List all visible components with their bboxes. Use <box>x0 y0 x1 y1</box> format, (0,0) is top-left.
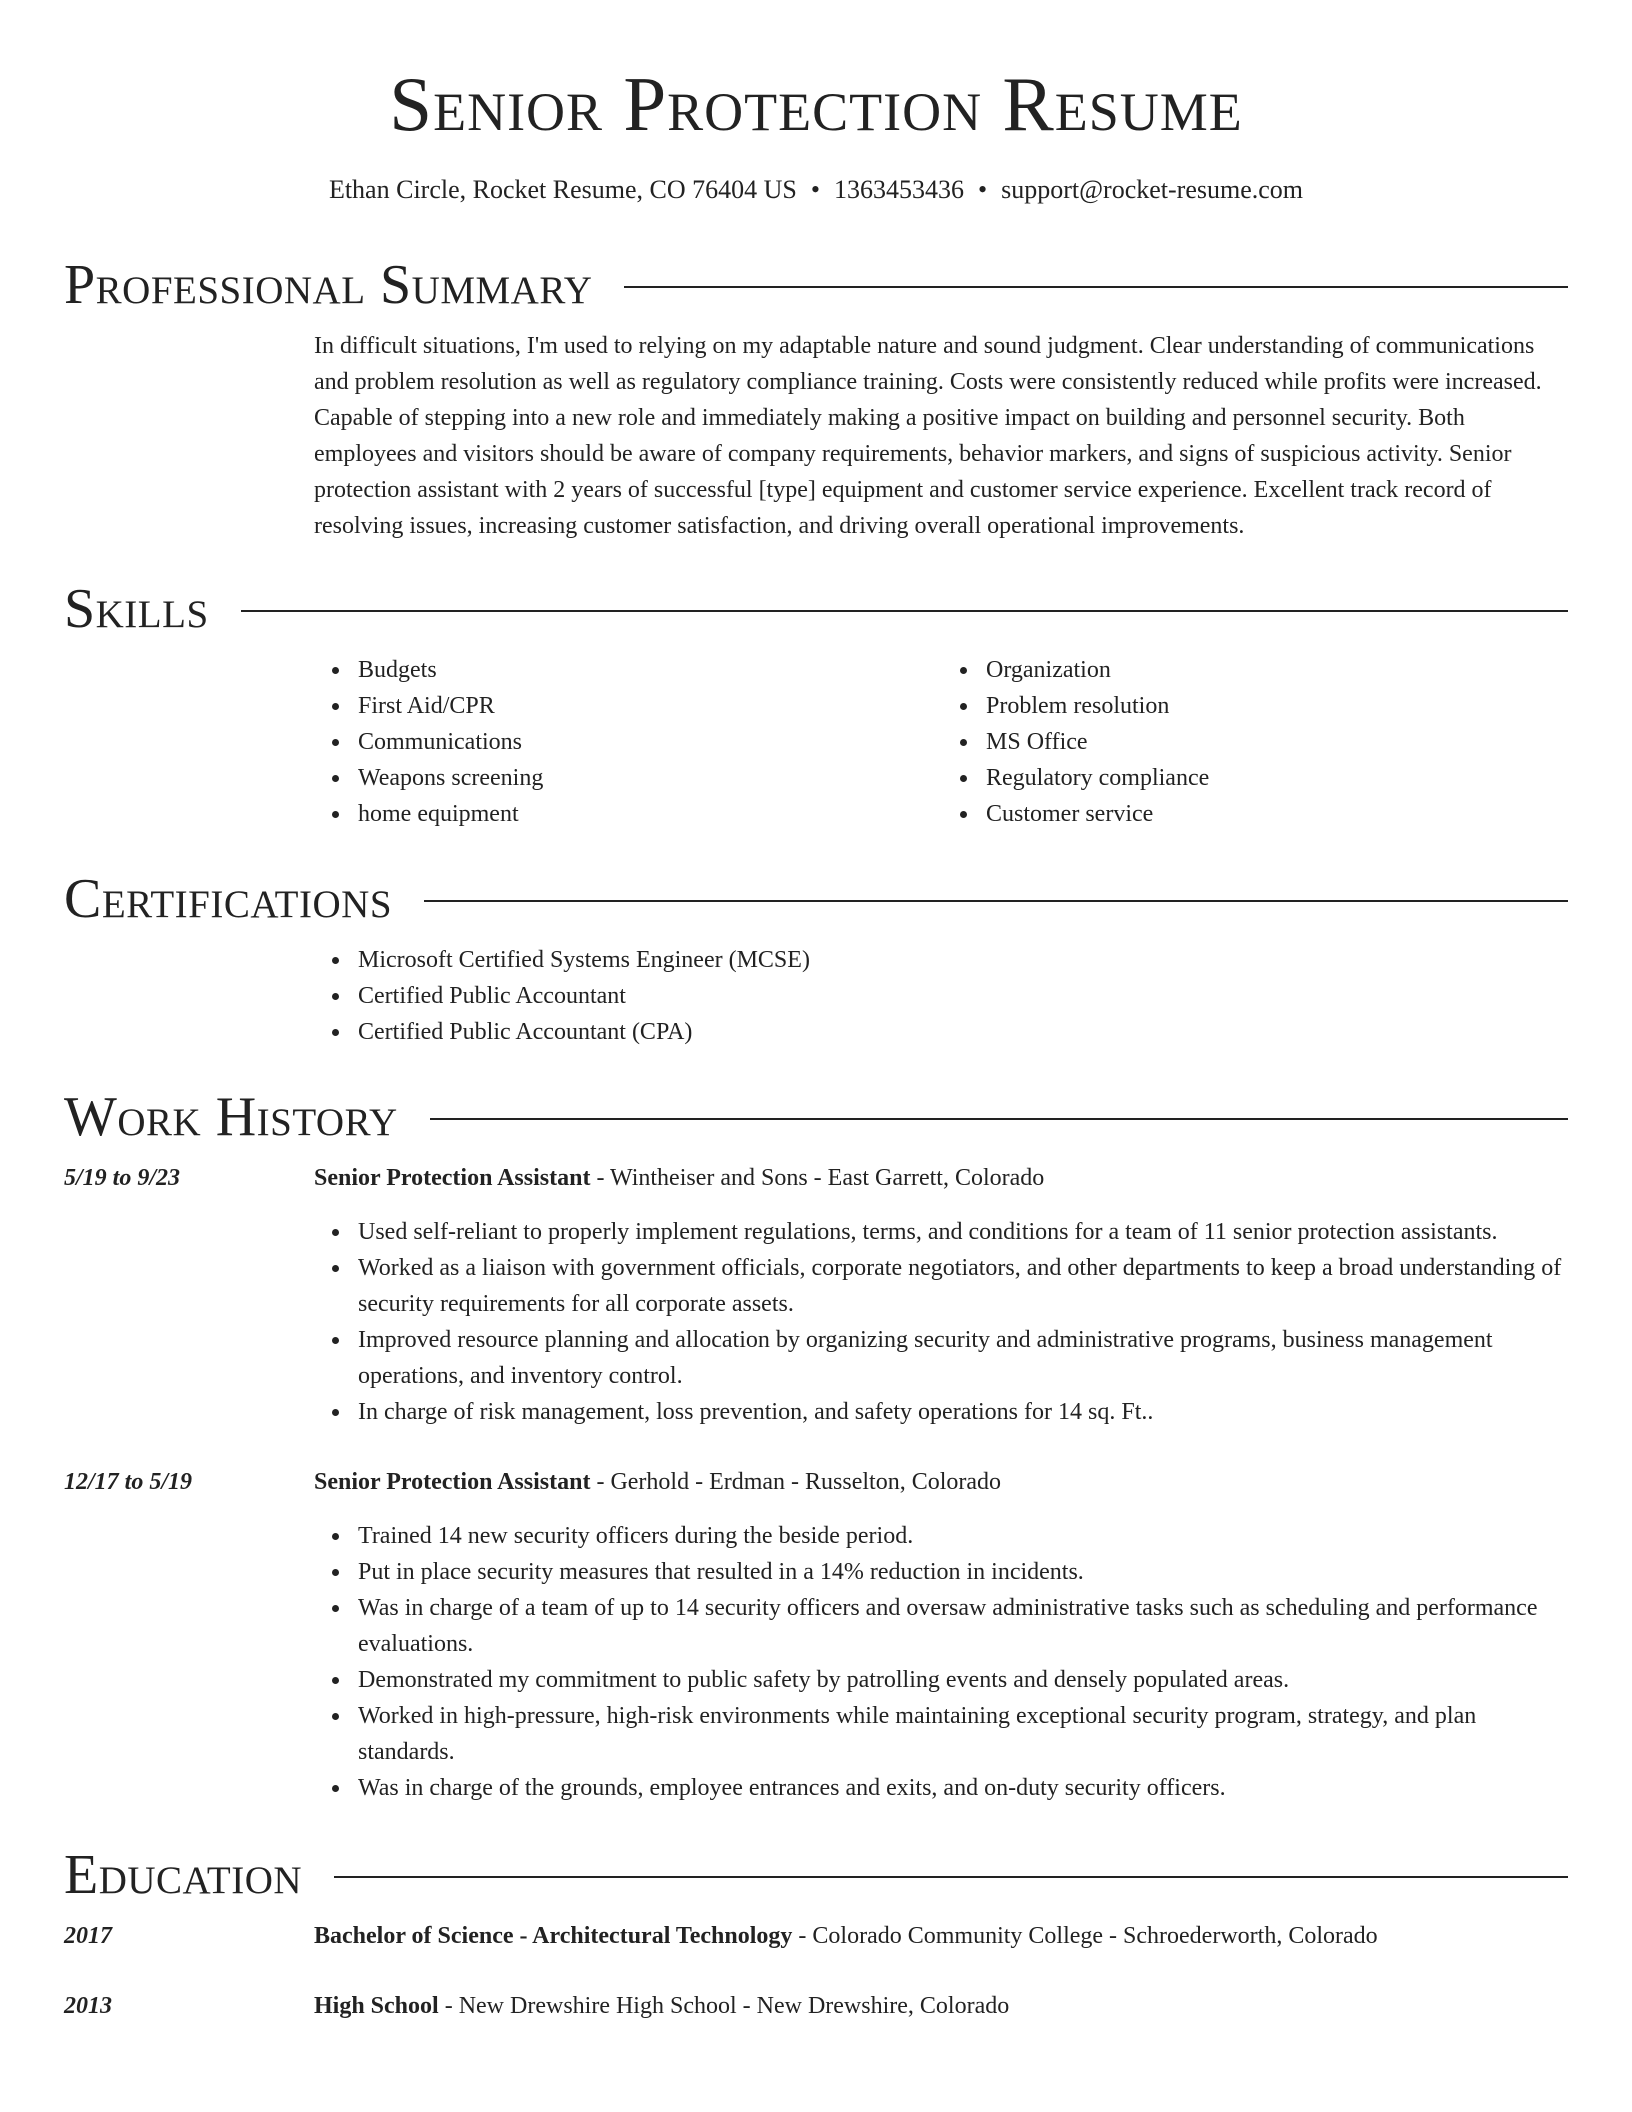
skill-item: Customer service <box>986 796 1570 832</box>
section-divider <box>624 286 1568 288</box>
section-header <box>64 574 1568 644</box>
skill-item: Regulatory compliance <box>986 760 1570 796</box>
education-heading <box>314 1918 1568 1954</box>
job-dates: 12/17 to 5/19 <box>64 1469 193 1495</box>
section-title: Work History <box>64 1086 398 1148</box>
skill-item: Problem resolution <box>986 688 1570 724</box>
summary-section <box>64 250 1568 544</box>
job-heading <box>314 1160 1568 1196</box>
education-year: 2017 <box>64 1923 112 1949</box>
job-title: Senior Protection Assistant <box>314 1469 591 1495</box>
skills-list-left <box>314 652 942 832</box>
skill-item: Communications <box>358 724 942 760</box>
contact-line <box>0 172 1632 208</box>
job-bullet: Trained 14 new security officers during the beside period. <box>358 1518 1568 1554</box>
education-section <box>64 1840 1568 2024</box>
job-bullet: Used self-reliant to properly implement regulations, terms, and conditions for a team of 11 senior protection assistants. <box>358 1214 1568 1250</box>
job-bullet: Put in place security measures that resulted in a 14% reduction in incidents. <box>358 1554 1568 1590</box>
job-bullets <box>314 1214 1568 1430</box>
education-entry <box>64 1988 1568 2024</box>
job-bullets <box>314 1518 1568 1806</box>
job-entry <box>64 1160 1568 1430</box>
education-details: - Colorado Community College - Schroederworth, Colorado <box>792 1923 1378 1949</box>
skill-item: Budgets <box>358 652 942 688</box>
job-title: Senior Protection Assistant <box>314 1165 591 1191</box>
summary-text: In difficult situations, I'm used to relying on my adaptable nature and sound judgment. Clear understanding of communications and problem resolution as well as regulatory compliance training. Costs were consistently reduced while profits were increased. Capable of stepping into a new role and immediately making a positive impact on building and personnel security. Both employees and visitors should be aware of company requirements, behavior markers, and signs of suspicious activity. Senior protection assistant with 2 years of successful [type] equipment and customer service experience. Excellent track record of resolving issues, increasing customer satisfaction, and driving overall operational improvements. <box>314 333 1542 539</box>
skill-item: Weapons screening <box>358 760 942 796</box>
skills-list-right <box>942 652 1570 832</box>
section-title: Education <box>64 1844 303 1906</box>
job-bullet-list <box>314 1518 1568 1806</box>
certifications-body <box>314 942 1570 1050</box>
job-heading <box>314 1464 1568 1500</box>
certifications-list <box>314 942 1570 1050</box>
job-bullet: Was in charge of a team of up to 14 security officers and oversaw administrative tasks such as scheduling and performance evaluations. <box>358 1590 1568 1662</box>
job-header <box>64 1464 1568 1500</box>
job-entry <box>64 1464 1568 1806</box>
job-bullet-list <box>314 1214 1568 1430</box>
contact-separator: • <box>978 175 988 204</box>
skills-body <box>314 652 1570 832</box>
certification-item: Certified Public Accountant (CPA) <box>358 1014 1570 1050</box>
certification-item: Certified Public Accountant <box>358 978 1570 1014</box>
section-divider <box>424 900 1568 902</box>
job-details: - Wintheiser and Sons - East Garrett, Colorado <box>590 1165 1045 1191</box>
job-header <box>64 1160 1568 1196</box>
education-heading <box>314 1988 1568 2024</box>
section-title: Certifications <box>64 868 393 930</box>
education-details: - New Drewshire High School - New Drewshire, Colorado <box>438 1993 1010 2019</box>
section-header <box>64 864 1568 934</box>
section-divider <box>430 1118 1568 1120</box>
job-dates: 5/19 to 9/23 <box>64 1165 181 1191</box>
skill-item: home equipment <box>358 796 942 832</box>
education-year: 2013 <box>64 1993 112 2019</box>
skills-grid <box>314 652 1570 832</box>
summary-body <box>314 328 1570 544</box>
section-header <box>64 1082 1568 1152</box>
contact-phone: 1363453436 <box>834 175 964 204</box>
skill-item: Organization <box>986 652 1570 688</box>
skill-item: MS Office <box>986 724 1570 760</box>
job-details: - Gerhold - Erdman - Russelton, Colorado <box>590 1469 1002 1495</box>
education-entry <box>64 1918 1568 1954</box>
education-degree: Bachelor of Science - Architectural Technology <box>314 1923 793 1949</box>
contact-separator: • <box>810 175 820 204</box>
section-divider <box>334 1876 1568 1878</box>
work-history-section <box>64 1082 1568 1806</box>
contact-address: Ethan Circle, Rocket Resume, CO 76404 US <box>328 175 797 204</box>
education-degree: High School <box>314 1993 439 2019</box>
job-bullet: Was in charge of the grounds, employee entrances and exits, and on-duty security officers. <box>358 1770 1568 1806</box>
section-title: Skills <box>64 578 209 640</box>
section-divider <box>241 610 1568 612</box>
certifications-section <box>64 864 1568 1050</box>
resume-title: Senior Protection Resume <box>389 61 1243 147</box>
job-bullet: Demonstrated my commitment to public safety by patrolling events and densely populated areas. <box>358 1662 1568 1698</box>
section-header <box>64 1840 1568 1910</box>
skills-section <box>64 574 1568 832</box>
section-header <box>64 250 1568 320</box>
certification-item: Microsoft Certified Systems Engineer (MCSE) <box>358 942 1570 978</box>
job-bullet: In charge of risk management, loss prevention, and safety operations for 14 sq. Ft.. <box>358 1394 1568 1430</box>
job-bullet: Worked as a liaison with government officials, corporate negotiators, and other departments to keep a broad understanding of security requirements for all corporate assets. <box>358 1250 1568 1322</box>
skill-item: First Aid/CPR <box>358 688 942 724</box>
section-title: Professional Summary <box>64 254 593 316</box>
job-bullet: Improved resource planning and allocation by organizing security and administrative programs, business management operations, and inventory control. <box>358 1322 1568 1394</box>
job-bullet: Worked in high-pressure, high-risk environments while maintaining exceptional security program, strategy, and plan standards. <box>358 1698 1568 1770</box>
contact-email: support@rocket-resume.com <box>1001 175 1304 204</box>
